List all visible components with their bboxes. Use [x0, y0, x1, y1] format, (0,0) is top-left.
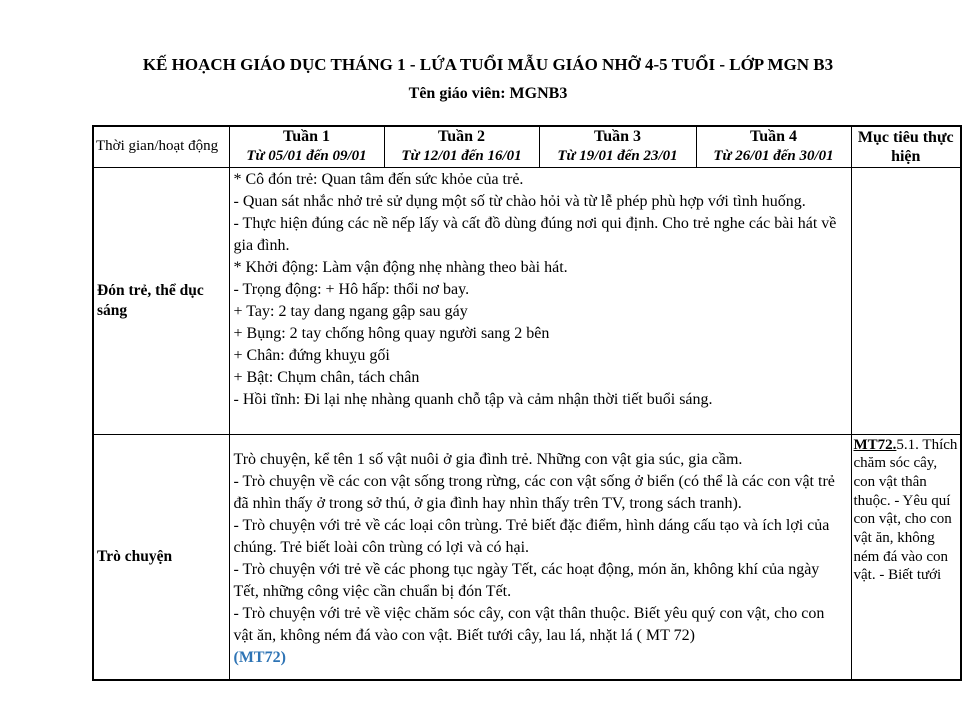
table-row-don-tre	[93, 167, 961, 434]
week-3-label: Tuần 3	[594, 128, 641, 146]
header-week-3	[539, 126, 696, 167]
paragraph: - Trò chuyện với trẻ về việc chăm sóc cây, con vật thân thuộc. Biết yêu quý con vật, cho con vật ăn, không ném đá vào con vật. Biết tưới cây, lau lá, nhặt lá ( MT 72)	[233, 604, 825, 644]
week-2-label: Tuần 2	[438, 128, 485, 146]
table-row-tro-chuyen	[93, 434, 961, 680]
activity-content	[229, 167, 851, 434]
document-title: KẾ HOẠCH GIÁO DỤC THÁNG 1 - LỨA TUỔI MẪU GIÁO NHỠ 4-5 TUỔI - LỚP MGN B3	[142, 55, 834, 74]
week-1-label: Tuần 1	[283, 128, 330, 146]
paragraph: - Thực hiện đúng các nề nếp lấy và cất đồ dùng đúng nơi qui định. Cho trẻ nghe các bài hát về gia đình.	[233, 214, 837, 254]
target-cell	[851, 434, 961, 680]
paragraph: + Bật: Chụm chân, tách chân	[233, 368, 420, 386]
paragraph: - Trò chuyện với trẻ về các loại côn trùng. Trẻ biết đặc điểm, hình dáng cấu tạo và ích lợi của chúng. Trẻ biết loài côn trùng có lợi và có hại.	[233, 516, 830, 556]
paragraph: * Cô đón trẻ: Quan tâm đến sức khỏe của trẻ.	[233, 170, 524, 188]
header-week-1	[229, 126, 384, 167]
paragraph: Trò chuyện, kể tên 1 số vật nuôi ở gia đình trẻ. Những con vật gia súc, gia cầm.	[233, 450, 743, 468]
week-3-dates: Từ 19/01 đến 23/01	[557, 148, 678, 165]
paragraph: - Quan sát nhắc nhở trẻ sử dụng một số từ chào hỏi và từ lễ phép phù hợp với tình huống.	[233, 192, 806, 210]
week-1-dates: Từ 05/01 đến 09/01	[246, 148, 367, 165]
week-2-dates: Từ 12/01 đến 16/01	[401, 148, 522, 165]
activity-label: Đón trẻ, thể dục sáng	[93, 167, 229, 434]
monthly-plan-table	[92, 125, 962, 681]
paragraph: - Trọng động: + Hô hấp: thổi nơ bay.	[233, 280, 470, 298]
paragraph: + Tay: 2 tay dang ngang gập sau gáy	[233, 302, 468, 320]
week-4-dates: Từ 26/01 đến 30/01	[713, 148, 834, 165]
table-header-row	[93, 126, 961, 167]
paragraph: + Bụng: 2 tay chống hông quay người sang 2 bên	[233, 324, 550, 342]
header-week-4	[696, 126, 851, 167]
document-page	[0, 54, 976, 714]
target-code: MT72.	[853, 436, 897, 453]
target-text: 5.1. Thích chăm sóc cây, con vật thân thuộc. - Yêu quí con vật, cho con vật ăn, không ném đá vào con vật. - Biết tưới	[853, 436, 958, 584]
mt72-highlight: (MT72)	[233, 648, 286, 666]
paragraph: - Hồi tĩnh: Đi lại nhẹ nhàng quanh chỗ tập và cảm nhận thời tiết buổi sáng.	[233, 390, 713, 408]
activity-label: Trò chuyện	[93, 434, 229, 680]
paragraph: * Khởi động: Làm vận động nhẹ nhàng theo bài hát.	[233, 258, 568, 276]
paragraph: - Trò chuyện về các con vật sống trong rừng, các con vật sống ở biển (có thể là các con vật trẻ đã nhìn thấy ở trong sở thú, ở gia đình hay nhìn thấy trên TV, trong sách tranh).	[233, 472, 835, 512]
teacher-name-line: Tên giáo viên: MGNB3	[408, 85, 568, 102]
paragraph: - Trò chuyện với trẻ về các phong tục ngày Tết, các hoạt động, món ăn, không khí của ngày Tết, những công việc cần chuẩn bị đón Tết.	[233, 560, 820, 600]
week-4-label: Tuần 4	[750, 128, 797, 146]
header-week-2	[384, 126, 539, 167]
activity-content	[229, 434, 851, 680]
paragraph: + Chân: đứng khuỵu gối	[233, 346, 390, 364]
header-time-activity: Thời gian/hoạt động	[93, 126, 229, 167]
target-cell-empty	[851, 167, 961, 434]
header-target: Mục tiêu thực hiện	[851, 126, 961, 167]
